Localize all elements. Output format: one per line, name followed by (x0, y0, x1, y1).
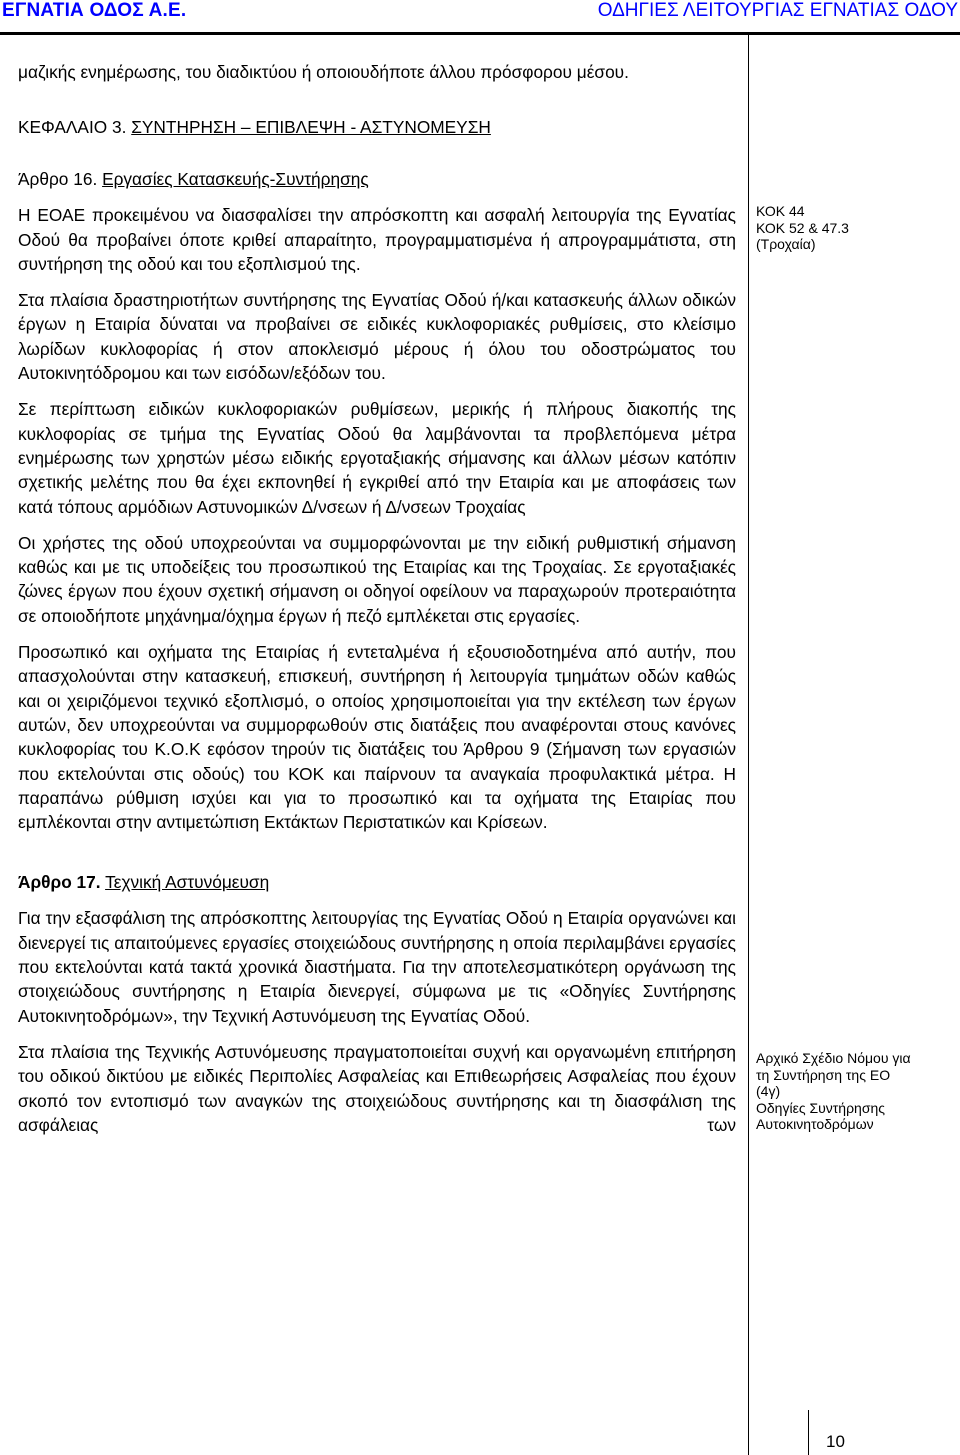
article-16-paragraph-3: Σε περίπτωση ειδικών κυκλοφοριακών ρυθμίσεων, μερικής ή πλήρους διακοπής της κυκλοφορίας σε τμήμα της Εγνατίας Οδού θα λαμβάνονται τα προβλεπόμενα μέτρα ενημέρωσης των χρηστών μέσω ειδικής εργοταξιακής σήμανσης και άλλων μέσων κατόπιν σχετικής μελέτης που θα έχει εκπονηθεί ή εγκριθεί από την Εταιρία και με αποφάσεις των κατά τόπους αρμόδιων Αστυνομικών Δ/νσεων ή Δ/νσεων Τροχαίας (18, 399, 736, 517)
article-17-number: Άρθρο 17. (18, 872, 101, 893)
article-16-number: Άρθρο 16. (18, 169, 98, 190)
side-note-line: ΚΟΚ 52 & 47.3 (756, 219, 849, 236)
intro-paragraph: μαζικής ενημέρωσης, του διαδικτύου ή οποιουδήποτε άλλου πρόσφορου μέσου. (18, 62, 629, 82)
page-header (0, 0, 960, 40)
article-16-heading (18, 167, 736, 191)
page-number: 10 (826, 1432, 845, 1451)
page-number-divider (808, 1410, 809, 1455)
article-16-paragraph-4: Οι χρήστες της οδού υποχρεούνται να συμμορφώνονται με την ειδική ρυθμιστική σήμανση καθώς και με τις υποδείξεις του προσωπικού της Εταιρίας και της Τροχαίας. Σε εργοταξιακές ζώνες έργων που έχουν σχετική σήμανση οι οδηγοί οφείλουν να παραχωρούν προτεραιότητα σε οποιοδήποτε μηχάνημα/όχημα έργων ή πεζό εμπλέκεται στις εργασίες. (18, 532, 736, 626)
side-note-line: ΚΟΚ 44 (756, 203, 805, 219)
header-document-title: ΟΔΗΓΙΕΣ ΛΕΙΤΟΥΡΓΙΑΣ ΕΓΝΑΤΙΑΣ ΟΔΟΥ (597, 0, 958, 21)
header-divider (0, 32, 960, 35)
article-17-side-note (756, 1050, 911, 1133)
chapter-title: ΣΥΝΤΗΡΗΣΗ – ΕΠΙΒΛΕΨΗ - ΑΣΤΥΝΟΜΕΥΣΗ (131, 117, 491, 138)
side-note-line: Αυτοκινητοδρόμων (756, 1116, 874, 1132)
side-note-line: τη Συντήρηση της ΕΟ (756, 1066, 891, 1083)
article-16-paragraph-1: Η ΕΟΑΕ προκειμένου να διασφαλίσει την απρόσκοπτη και ασφαλή λειτουργία της Εγνατίας Οδού θα προβαίνει όποτε κριθεί απαραίτητο, προγραμματισμένα ή απρογραμμάτιστα, στη συντήρηση της οδού και του εξοπλισμού της. (18, 205, 736, 274)
article-16-title: Εργασίες Κατασκευής-Συντήρησης (102, 169, 369, 190)
chapter-prefix: ΚΕΦΑΛΑΙΟ 3. (18, 117, 127, 138)
article-16-paragraph-2: Στα πλαίσια δραστηριοτήτων συντήρησης της Εγνατίας Οδού ή/και κατασκευής άλλων οδικών έργων η Εταιρία δύναται να προβαίνει σε ειδικές κυκλοφοριακές ρυθμίσεις, στο κλείσιμο λωρίδων κυκλοφορίας ή στον αποκλεισμό μέρους ή όλου του οδοστρώματος του Αυτοκινητόδρομου και των εισόδων/εξόδων του. (18, 290, 736, 384)
article-17-paragraph-2: Στα πλαίσια της Τεχνικής Αστυνόμευσης πραγματοποιείται συχνή και οργανωμένη επιτήρηση του οδικού δικτύου με ειδικές Περιπολίες Ασφαλείας και Επιθεωρήσεις Ασφαλείας που έχουν σκοπό τον εντοπισμό των αναγκών της στοιχειώδους συντήρησης και τη διασφάλιση της ασφάλειας των (18, 1041, 736, 1135)
chapter-heading (18, 115, 736, 139)
side-note-line: (4γ) (756, 1083, 781, 1099)
side-note-line: Οδηγίες Συντήρησης (756, 1099, 886, 1116)
article-16-paragraph-5: Προσωπικό και οχήματα της Εταιρίας ή εντεταλμένα ή εξουσιοδοτημένα από αυτήν, που απασχολούνται στην κατασκευή, επισκευή, συντήρηση ή λειτουργία τμημάτων οδών καθώς και οι χειριζόμενοι τεχνικό εξοπλισμό, ο οποίος χρησιμοποιείται για την εκτέλεση των έργων αυτών, δεν υποχρεούνται να συμμορφωθούν στις διατάξεις που αναφέρονται στους κανόνες κυκλοφορίας του Κ.Ο.Κ εφόσον τηρούν τις διατάξεις του Άρθρου 9 (Σήμανση των εργασιών που εκτελούνται στις οδούς) του ΚΟΚ και παίρνουν τα αναγκαία προφυλακτικά μέτρα. Η παραπάνω ρύθμιση ισχύει και για το προσωπικό και τα οχήματα της Εταιρίας που εμπλέκονται στην αντιμετώπιση Εκτάκτων Περιστατικών και Κρίσεων. (18, 642, 736, 833)
article-17-paragraph-1: Για την εξασφάλιση της απρόσκοπτης λειτουργίας της Εγνατίας Οδού η Εταιρία οργανώνει και διενεργεί τις απαιτούμενες εργασίες στοιχειώδους συντήρησης η οποία περιλαμβάνει εργασίες που εκτελούνται κατά τακτά χρονικά διαστήματα. Για την αποτελεσματικότερη οργάνωση της στοιχειώδους συντήρησης η Εταιρία διενεργεί, σύμφωνα με τις «Οδηγίες Συντήρησης Αυτοκινητοδρόμων», την Τεχνική Αστυνόμευση της Εγνατίας Οδού. (18, 908, 736, 1026)
side-note-line: (Τροχαία) (756, 236, 816, 252)
margin-column-divider (748, 35, 749, 1455)
article-16-side-note (756, 203, 849, 253)
main-text-column (18, 60, 736, 1137)
article-17-title: Τεχνική Αστυνόμευση (105, 872, 270, 893)
article-17-heading (18, 870, 736, 894)
side-note-line: Αρχικό Σχέδιο Νόμου για (756, 1050, 911, 1066)
header-organization: ΕΓΝΑΤΙΑ ΟΔΟΣ Α.Ε. (2, 0, 187, 21)
